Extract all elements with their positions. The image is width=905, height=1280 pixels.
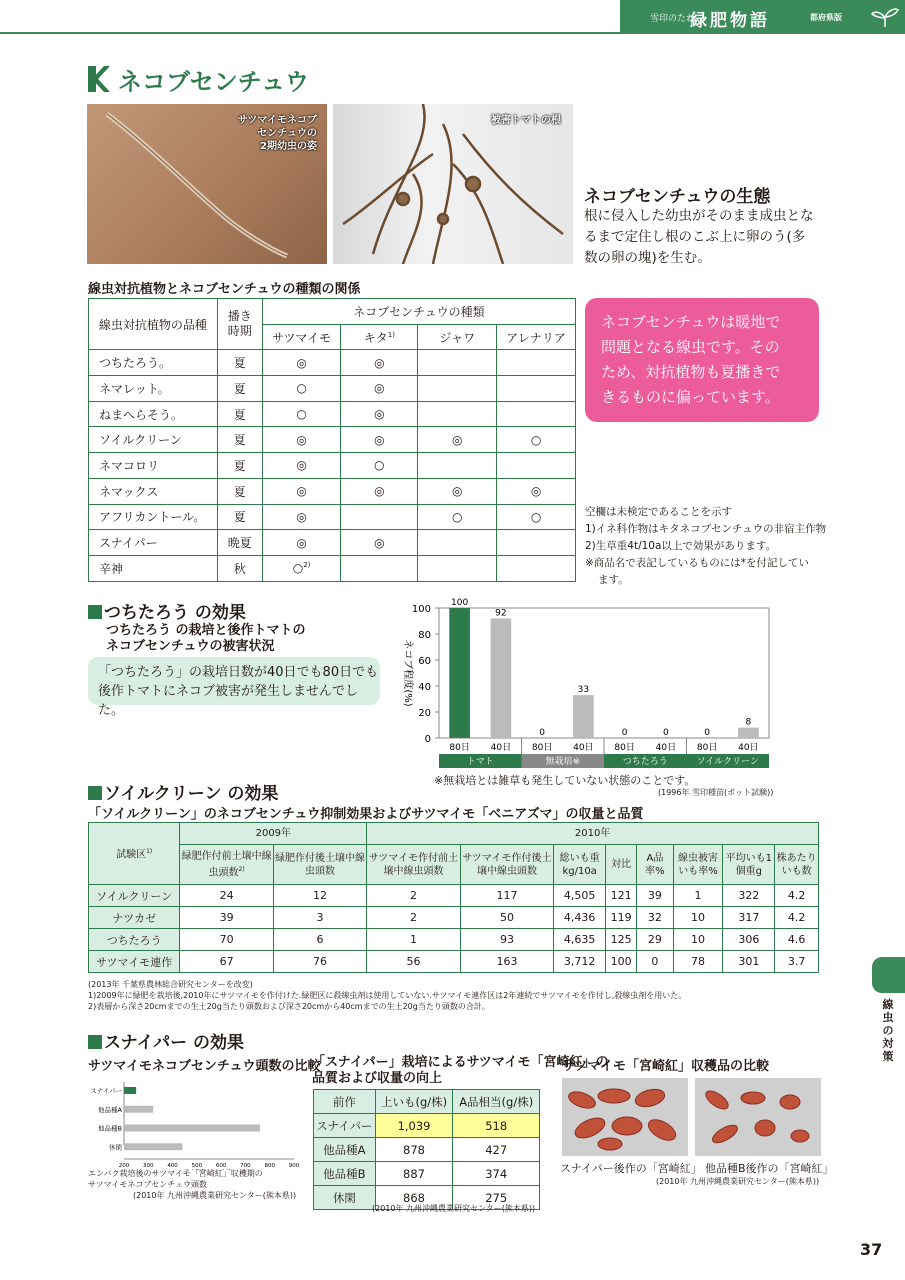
plot-name: つちたろう xyxy=(89,929,180,951)
th-variety: 線虫対抗植物の品種 xyxy=(89,299,218,350)
th-2010: 2010年 xyxy=(367,823,819,845)
efficacy-cell xyxy=(497,555,576,581)
metric-cell: 306 xyxy=(723,929,775,951)
sow-time: 夏 xyxy=(217,504,262,530)
y-tick-label: 20 xyxy=(418,708,431,719)
efficacy-cell xyxy=(418,401,497,427)
th-metric: 株あたりいも数 xyxy=(775,845,819,885)
metric-cell: 117 xyxy=(460,885,553,907)
yield-cell: 374 xyxy=(453,1162,540,1186)
x-tick-label: 80日 xyxy=(614,743,635,753)
nematode-bar-chart xyxy=(395,596,785,771)
efficacy-cell: ◎ xyxy=(341,350,418,376)
metric-cell: 119 xyxy=(606,907,637,929)
efficacy-cell xyxy=(418,453,497,479)
ecology-text: 根に侵入した幼虫がそのまま成虫とな るまで定住し根のこぶ上に卵のう(多 数の卵の塊)を生む。 xyxy=(584,208,814,266)
side-tab-label: 線虫の対策 xyxy=(882,998,894,1063)
photo-cap-other: 他品種B後作の「宮崎紅」 xyxy=(705,1162,834,1175)
soilclean-table xyxy=(88,822,819,973)
efficacy-cell: ◎ xyxy=(418,478,497,504)
efficacy-cell: ◎ xyxy=(341,478,418,504)
group-label: ソイルクリーン xyxy=(696,757,759,767)
th-type: サツマイモ xyxy=(262,324,341,350)
metric-cell: 12 xyxy=(273,885,366,907)
bar-value-label: 0 xyxy=(663,728,669,738)
metric-cell: 301 xyxy=(723,951,775,973)
soilclean-notes: (2013年 千葉県農林総合研究センターを改変) 1)2009年に緑肥を栽培後,2010年にサツマイモを作付けた.緑肥区に殺線虫剤は使用していない.サツマイモ連作区は2年連続でサツマイモを作付し,殺線虫剤を用いた。 2)表層から深さ20cmまでの生土20g当たり頭数および深さ20cmから40cmまでの生土20g当たり頭数の合計。 xyxy=(88,980,687,1011)
bar-value-label: 92 xyxy=(495,608,507,619)
sow-time: 夏 xyxy=(217,350,262,376)
efficacy-cell: ◎ xyxy=(262,504,341,530)
metric-cell: 317 xyxy=(723,907,775,929)
metric-cell: 4.2 xyxy=(775,907,819,929)
variety-name: つちたろう。 xyxy=(89,350,218,376)
x-tick-label: 800 xyxy=(264,1163,275,1169)
efficacy-cell: ○ xyxy=(262,376,341,402)
table1-caption: 線虫対抗植物とネコブセンチュウの種類の関係 xyxy=(88,282,361,297)
page-title: ネコブセンチュウ xyxy=(118,68,310,96)
efficacy-cell xyxy=(497,350,576,376)
bar xyxy=(124,1125,260,1132)
th-metric: 緑肥作付後土壌中線虫頭数 xyxy=(273,845,366,885)
x-tick-label: 80日 xyxy=(696,743,718,753)
chart-note: ※無栽培とは雑草も発生していない状態のことです。 xyxy=(434,774,696,787)
th-plot: 試験区$^{1)}$ xyxy=(89,823,180,885)
sniper-heading: スナイパー の効果 xyxy=(88,1028,244,1053)
th-sow: 播き 時期 xyxy=(217,299,262,350)
y-tick-label: 0 xyxy=(424,734,431,745)
sniper-harvest-photo xyxy=(562,1078,688,1156)
yield-cell: スナイパー xyxy=(314,1114,376,1138)
th-metric: A品率% xyxy=(637,845,673,885)
soilclean-caption: 「ソイルクリーン」のネコブセンチュウ抑制効果およびサツマイモ「ベニアズマ」の収量と品質 xyxy=(88,807,644,822)
metric-cell: 39 xyxy=(180,907,273,929)
plot-frame xyxy=(439,608,769,738)
th-type: キタ$^{1)}$ xyxy=(341,324,418,350)
yield-cell: 休閑 xyxy=(314,1186,376,1210)
efficacy-cell xyxy=(497,530,576,556)
table-row xyxy=(89,555,576,581)
plot-name: ソイルクリーン xyxy=(89,885,180,907)
th-metric: サツマイモ作付後土壌中線虫頭数 xyxy=(460,845,553,885)
th-type: アレナリア xyxy=(497,324,576,350)
tsuchitaro-sub: つちたろう の栽培と後作トマトの ネコブセンチュウの被害状況 xyxy=(106,623,306,654)
sow-time: 秋 xyxy=(217,555,262,581)
metric-cell: 50 xyxy=(460,907,553,929)
variety-name: ネマコロリ xyxy=(89,453,218,479)
callout-box: ネコブセンチュウは暖地で 問題となる線虫です。その ため、対抗植物も夏播きで きるものに偏っています。 xyxy=(585,298,819,422)
x-tick-label: 80日 xyxy=(531,743,553,753)
sow-time: 夏 xyxy=(217,478,262,504)
metric-cell: 2 xyxy=(367,885,460,907)
efficacy-cell: ○ xyxy=(497,427,576,453)
efficacy-cell: ◎ xyxy=(341,401,418,427)
title-chevron-icon xyxy=(88,66,110,92)
efficacy-cell xyxy=(418,530,497,556)
sniper-chart-title: サツマイモネコブセンチュウ頭数の比較 xyxy=(88,1059,321,1074)
x-tick-label: 500 xyxy=(191,1163,203,1169)
efficacy-cell: ○$^{2)}$ xyxy=(262,555,341,581)
metric-cell: 39 xyxy=(637,885,673,907)
sow-time: 夏 xyxy=(217,453,262,479)
table-row xyxy=(314,1138,540,1162)
sprout-icon xyxy=(870,6,900,28)
bar-value-label: 8 xyxy=(745,717,752,728)
metric-cell: 93 xyxy=(460,929,553,951)
other-harvest-photo xyxy=(695,1078,821,1156)
sow-time: 夏 xyxy=(217,401,262,427)
bar-value-label: 0 xyxy=(621,728,628,738)
y-axis-label: ネコブ程度(%) xyxy=(402,639,413,707)
x-tick-label: 40日 xyxy=(490,743,512,753)
efficacy-cell: ◎ xyxy=(341,376,418,402)
x-tick-label: 400 xyxy=(167,1163,178,1169)
metric-cell: 56 xyxy=(367,951,460,973)
yield-cell: 他品種A xyxy=(314,1138,376,1162)
metric-cell: 322 xyxy=(723,885,775,907)
bar-value-label: 0 xyxy=(704,728,710,738)
table-row xyxy=(89,885,819,907)
category-label: スナイパー xyxy=(90,1087,122,1095)
category-label: 他品種B xyxy=(98,1124,122,1133)
y-tick-label: 60 xyxy=(418,656,431,667)
sniper-table-source: (2010年 九州沖縄農業研究センター(熊本県)) xyxy=(372,1204,536,1213)
metric-cell: 29 xyxy=(637,929,673,951)
side-tab xyxy=(872,957,905,993)
tomato-root-caption: 被害トマトの根 xyxy=(491,115,561,126)
metric-cell: 4.2 xyxy=(775,885,819,907)
sow-time: 夏 xyxy=(217,376,262,402)
sniper-table-title: 「スナイパー」栽培によるサツマイモ「宮崎紅」の 品質および収量の向上 xyxy=(312,1055,609,1086)
page-number: 37 xyxy=(860,1240,883,1259)
efficacy-cell: ◎ xyxy=(262,453,341,479)
table-row xyxy=(314,1114,540,1138)
x-tick-label: 40日 xyxy=(655,743,677,753)
metric-cell: 3.7 xyxy=(775,951,819,973)
metric-cell: 67 xyxy=(180,951,273,973)
efficacy-cell xyxy=(497,401,576,427)
metric-cell: 3 xyxy=(273,907,366,929)
group-label: トマト xyxy=(466,757,494,767)
table-row xyxy=(89,929,819,951)
metric-cell: 10 xyxy=(673,907,723,929)
yield-cell: 878 xyxy=(375,1138,453,1162)
bar xyxy=(573,695,594,738)
metric-cell: 163 xyxy=(460,951,553,973)
bar-value-label: 0 xyxy=(539,728,545,738)
bar xyxy=(449,608,470,738)
efficacy-cell xyxy=(418,350,497,376)
metric-cell: 2 xyxy=(367,907,460,929)
th-metric: 総いも重kg/10a xyxy=(554,845,606,885)
x-tick-label: 300 xyxy=(143,1163,154,1169)
efficacy-cell: ○ xyxy=(497,504,576,530)
efficacy-cell: ◎ xyxy=(262,530,341,556)
table-row xyxy=(89,504,576,530)
metric-cell: 3,712 xyxy=(554,951,606,973)
antagonist-table xyxy=(88,298,576,582)
yield-cell: 427 xyxy=(453,1138,540,1162)
table-row xyxy=(89,401,576,427)
efficacy-cell: ○ xyxy=(418,504,497,530)
metric-cell: 32 xyxy=(637,907,673,929)
sniper-yield-table xyxy=(313,1089,540,1210)
harvest-source: (2010年 九州沖縄農業研究センター(熊本県)) xyxy=(656,1177,820,1186)
bar xyxy=(124,1106,153,1113)
yield-cell: 887 xyxy=(375,1162,453,1186)
bar-value-label: 33 xyxy=(577,685,590,696)
variety-name: ネマレット。 xyxy=(89,376,218,402)
sow-time: 夏 xyxy=(217,427,262,453)
ecology-heading: ネコブセンチュウの生態 xyxy=(584,187,771,207)
table1-notes: 空欄は未検定であることを示す 1)イネ科作物はキタネコブセンチュウの非宿主作物 2)生草重4t/10a以上で効果があります。 ※商品名で表記しているものには*を付記してい ます。 xyxy=(585,506,827,586)
group-label: 無栽培※ xyxy=(545,757,581,767)
metric-cell: 78 xyxy=(673,951,723,973)
table-row xyxy=(89,376,576,402)
soilclean-heading: ソイルクリーン の効果 xyxy=(88,779,278,804)
table-row xyxy=(89,478,576,504)
yield-cell: 1,039 xyxy=(375,1114,453,1138)
efficacy-cell xyxy=(341,555,418,581)
header-region: 都府県版 xyxy=(810,13,842,22)
photo-cap-sniper: スナイパー後作の「宮崎紅」 xyxy=(560,1162,702,1175)
nematode-photo xyxy=(87,104,327,264)
efficacy-cell: ◎ xyxy=(418,427,497,453)
th-group: ネコブセンチュウの種類 xyxy=(262,299,575,325)
variety-name: ねまへらそう。 xyxy=(89,401,218,427)
th-type: ジャワ xyxy=(418,324,497,350)
plot-name: サツマイモ連作 xyxy=(89,951,180,973)
table-row xyxy=(89,530,576,556)
th-metric: 平均いも1個重g xyxy=(723,845,775,885)
th-2009: 2009年 xyxy=(180,823,367,845)
metric-cell: 4.6 xyxy=(775,929,819,951)
x-tick-label: 600 xyxy=(215,1163,227,1169)
y-tick-label: 100 xyxy=(411,604,431,615)
x-tick-label: 900 xyxy=(288,1163,300,1169)
variety-name: スナイパー xyxy=(89,530,218,556)
metric-cell: 4,436 xyxy=(554,907,606,929)
header-title: 緑肥物語 xyxy=(690,11,770,31)
metric-cell: 100 xyxy=(606,951,637,973)
th-upper: 上いも(g/株) xyxy=(375,1090,453,1114)
th-metric: サツマイモ作付前土壌中線虫頭数 xyxy=(367,845,460,885)
harvest-title: サツマイモ「宮崎紅」収穫品の比較 xyxy=(562,1059,769,1074)
tsuchitaro-bubble: 「つちたろう」の栽培日数が40日でも80日でも 後作トマトにネコブ被害が発生しませんでした。 xyxy=(88,657,380,705)
bar-value-label: 100 xyxy=(451,598,469,608)
th-metric: 線虫被害いも率% xyxy=(673,845,723,885)
metric-cell: 24 xyxy=(180,885,273,907)
x-tick-label: 40日 xyxy=(738,743,759,753)
efficacy-cell xyxy=(497,376,576,402)
table-row xyxy=(89,453,576,479)
bar xyxy=(124,1143,182,1150)
variety-name: 辛神 xyxy=(89,555,218,581)
metric-cell: 1 xyxy=(367,929,460,951)
metric-cell: 70 xyxy=(180,929,273,951)
y-tick-label: 40 xyxy=(418,682,431,693)
metric-cell: 1 xyxy=(673,885,723,907)
sniper-chart-caption: エンバク栽培後のサツマイモ「宮崎紅」収穫期の サツマイモネコブセンチュウ頭数 (2010年 九州沖縄農業研究センター(熊本県)) xyxy=(88,1169,297,1200)
nematode-caption: サツマイモネコブ センチュウの 2期幼虫の姿 xyxy=(237,115,317,152)
table-row xyxy=(89,951,819,973)
efficacy-cell: ◎ xyxy=(341,530,418,556)
category-label: 他品種A xyxy=(98,1105,122,1114)
chart-source: (1996年 雪印種苗(ポット試験)) xyxy=(658,788,774,797)
th-prev-crop: 前作 xyxy=(314,1090,376,1114)
bar xyxy=(491,618,512,738)
efficacy-cell xyxy=(418,555,497,581)
table-row xyxy=(89,907,819,929)
efficacy-cell xyxy=(341,504,418,530)
bar xyxy=(738,728,759,738)
metric-cell: 121 xyxy=(606,885,637,907)
group-label: つちたろう xyxy=(622,757,668,767)
metric-cell: 4,505 xyxy=(554,885,606,907)
table-row xyxy=(314,1162,540,1186)
variety-name: ネマックス xyxy=(89,478,218,504)
efficacy-cell: ○ xyxy=(341,453,418,479)
y-tick-label: 80 xyxy=(418,630,431,641)
metric-cell: 0 xyxy=(637,951,673,973)
category-label: 休閑 xyxy=(109,1143,122,1152)
x-tick-label: 80日 xyxy=(449,743,470,753)
sow-time: 晩夏 xyxy=(217,530,262,556)
yield-cell: 518 xyxy=(453,1114,540,1138)
efficacy-cell: ◎ xyxy=(497,478,576,504)
header-small: 雪印のたね xyxy=(650,14,696,24)
x-tick-label: 200 xyxy=(118,1163,130,1169)
efficacy-cell: ◎ xyxy=(262,478,341,504)
header-banner xyxy=(620,0,905,34)
x-tick-label: 40日 xyxy=(573,743,594,753)
variety-name: アフリカントール。 xyxy=(89,504,218,530)
metric-cell: 4,635 xyxy=(554,929,606,951)
bar xyxy=(124,1087,136,1094)
yield-cell: 他品種B xyxy=(314,1162,376,1186)
table-row xyxy=(89,427,576,453)
th-grade-a: A品相当(g/株) xyxy=(453,1090,540,1114)
tomato-root-photo xyxy=(333,104,573,264)
metric-cell: 6 xyxy=(273,929,366,951)
efficacy-cell: ◎ xyxy=(262,350,341,376)
efficacy-cell: ◎ xyxy=(262,427,341,453)
metric-cell: 125 xyxy=(606,929,637,951)
table-row xyxy=(89,350,576,376)
tsuchitaro-heading: つちたろう の効果 xyxy=(88,598,246,623)
th-metric: 緑肥作付前土壌中線虫頭数$^{2)}$ xyxy=(180,845,273,885)
efficacy-cell: ○ xyxy=(262,401,341,427)
variety-name: ソイルクリーン xyxy=(89,427,218,453)
efficacy-cell xyxy=(418,376,497,402)
th-metric: 対比 xyxy=(606,845,637,885)
metric-cell: 76 xyxy=(273,951,366,973)
efficacy-cell: ◎ xyxy=(341,427,418,453)
sniper-nematode-chart xyxy=(88,1080,303,1170)
metric-cell: 10 xyxy=(673,929,723,951)
efficacy-cell xyxy=(497,453,576,479)
yield-cell: 868 xyxy=(375,1186,453,1210)
plot-name: ナツカゼ xyxy=(89,907,180,929)
x-tick-label: 700 xyxy=(240,1163,251,1169)
yield-cell: 275 xyxy=(453,1186,540,1210)
